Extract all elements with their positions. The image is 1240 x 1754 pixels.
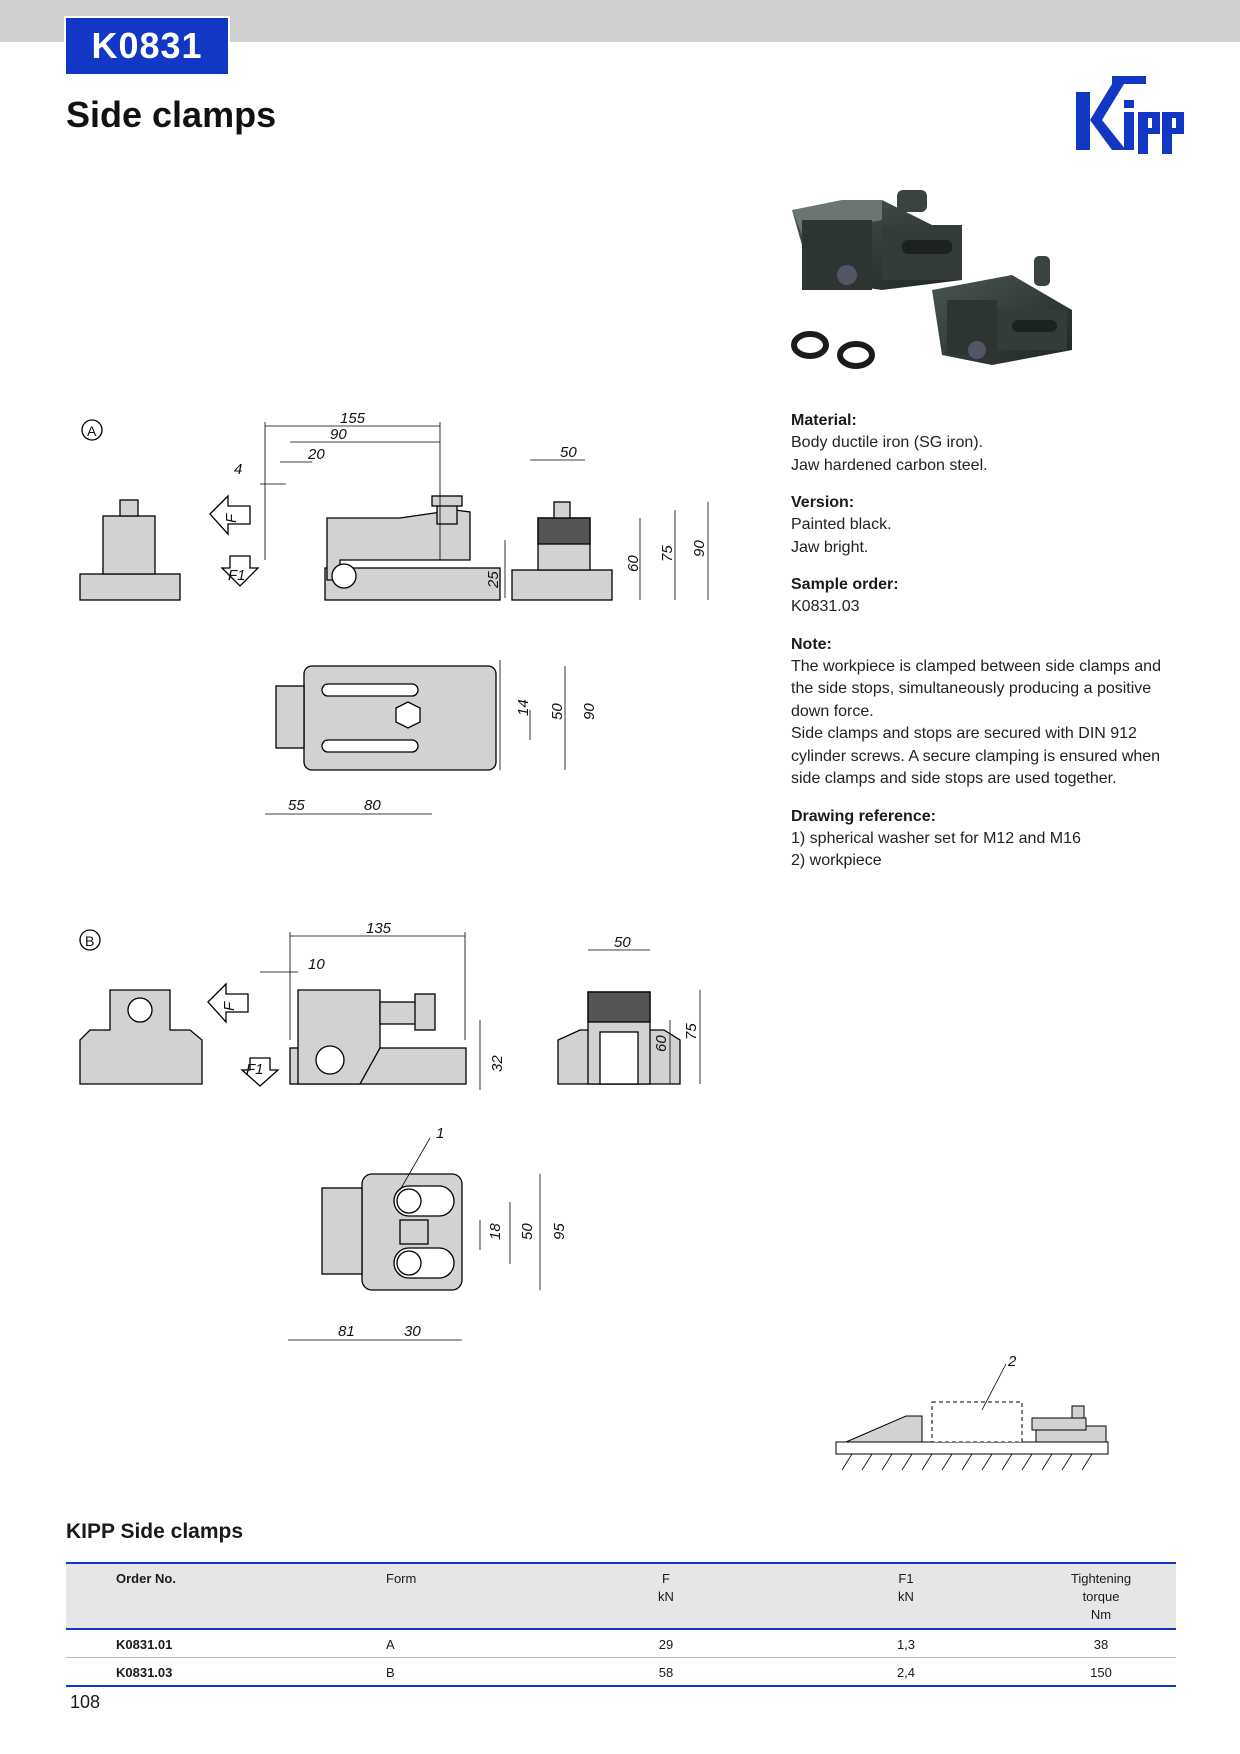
- drawing-reference-line: 2) workpiece: [791, 852, 882, 869]
- cell-torque: 38: [1026, 1629, 1176, 1658]
- table-title: KIPP Side clamps: [66, 1520, 244, 1543]
- product-code-badge: K0831: [66, 18, 228, 74]
- cell-form: B: [386, 1658, 546, 1687]
- note-line: down force.: [791, 702, 874, 720]
- page-title: Side clamps: [66, 94, 277, 135]
- col-form: Form: [386, 1563, 546, 1629]
- cell-form: A: [386, 1629, 546, 1658]
- dim-20: 20: [308, 446, 325, 463]
- dim-81: 81: [338, 1323, 355, 1340]
- version-line: Jaw bright.: [791, 538, 869, 556]
- dim-155: 155: [340, 410, 366, 427]
- assembly-drawing: [832, 1350, 1112, 1476]
- version-line: Painted black.: [791, 516, 892, 533]
- note-line: The workpiece is clamped between side clamps and: [791, 657, 1161, 675]
- table-row: [66, 1629, 1176, 1658]
- dim-90-height: 90: [691, 540, 708, 557]
- dim-50: 50: [560, 444, 577, 461]
- col-f1: F1 kN: [786, 1563, 1026, 1629]
- force-f1-label-b: F1: [246, 1061, 264, 1078]
- material-block: [791, 410, 1171, 477]
- dim-135: 135: [366, 920, 392, 937]
- note-heading: Note:: [791, 635, 832, 653]
- order-table: [66, 1562, 1176, 1687]
- version-heading: Version:: [791, 494, 855, 511]
- dim-75-b: 75: [683, 1023, 700, 1040]
- cell-torque: 150: [1026, 1658, 1176, 1687]
- drawing-reference-line: 1) spherical washer set for M12 and M16: [791, 829, 1081, 847]
- drawing-reference-block: [791, 806, 1171, 873]
- cell-f: 58: [546, 1658, 786, 1687]
- dim-25: 25: [485, 571, 502, 588]
- page-number: 108: [70, 1692, 101, 1712]
- product-info: [791, 410, 1171, 888]
- note-line: side clamps and side stops are used together.: [791, 770, 1117, 787]
- dim-75: 75: [659, 545, 676, 562]
- dim-60: 60: [625, 555, 642, 572]
- dim-55: 55: [288, 797, 305, 814]
- material-line: Jaw hardened carbon steel.: [791, 456, 988, 474]
- table-row: [66, 1658, 1176, 1687]
- note-block: [791, 634, 1171, 791]
- drawing-form-b: [60, 920, 760, 1360]
- material-line: Body ductile iron (SG iron).: [791, 434, 984, 451]
- dim-18: 18: [487, 1223, 504, 1240]
- cell-f1: 1,3: [786, 1629, 1026, 1658]
- version-block: [791, 492, 1171, 559]
- cell-f1: 2,4: [786, 1658, 1026, 1687]
- col-torque: Tightening torque Nm: [1026, 1563, 1176, 1629]
- dim-10: 10: [308, 956, 325, 973]
- dim-32: 32: [489, 1055, 506, 1072]
- dim-90-plan: 90: [581, 703, 598, 720]
- force-f-label: F: [223, 513, 240, 523]
- cell-order-no: K0831.03: [66, 1658, 386, 1687]
- col-order-no: Order No.: [66, 1563, 386, 1629]
- dim-50-b: 50: [614, 934, 631, 951]
- dim-90: 90: [330, 426, 347, 443]
- kipp-logo: [1072, 74, 1186, 158]
- dim-80: 80: [364, 797, 381, 814]
- dim-95: 95: [551, 1223, 568, 1240]
- ref-1-label: 1: [436, 1125, 445, 1142]
- col-f: F kN: [546, 1563, 786, 1629]
- cell-f: 29: [546, 1629, 786, 1658]
- drawing-form-a: [60, 410, 760, 830]
- cell-order-no: K0831.01: [66, 1629, 386, 1658]
- product-photo: [782, 180, 1102, 400]
- form-b-label: B: [85, 933, 95, 949]
- table-header-row: [66, 1563, 1176, 1629]
- force-f-label-b: F: [221, 1001, 238, 1011]
- dim-14: 14: [515, 699, 532, 716]
- note-line: cylinder screws. A secure clamping is ensured when: [791, 747, 1161, 765]
- sample-order-value: K0831.03: [791, 598, 860, 615]
- form-a-label: A: [87, 423, 97, 439]
- material-heading: Material:: [791, 412, 857, 429]
- note-line: Side clamps and stops are secured with DIN 912: [791, 725, 1137, 742]
- force-f1-label: F1: [228, 567, 246, 584]
- sample-order-heading: Sample order:: [791, 576, 899, 593]
- dim-50-plan-b: 50: [519, 1223, 536, 1240]
- dim-4: 4: [234, 461, 243, 478]
- dim-60-b: 60: [653, 1035, 670, 1052]
- ref-2-label: 2: [1008, 1353, 1017, 1370]
- note-line: the side stops, simultaneously producing a positive: [791, 680, 1152, 697]
- drawing-reference-heading: Drawing reference:: [791, 807, 936, 825]
- sample-order-block: [791, 574, 1171, 619]
- dim-30: 30: [404, 1323, 421, 1340]
- dim-50-plan: 50: [549, 703, 566, 720]
